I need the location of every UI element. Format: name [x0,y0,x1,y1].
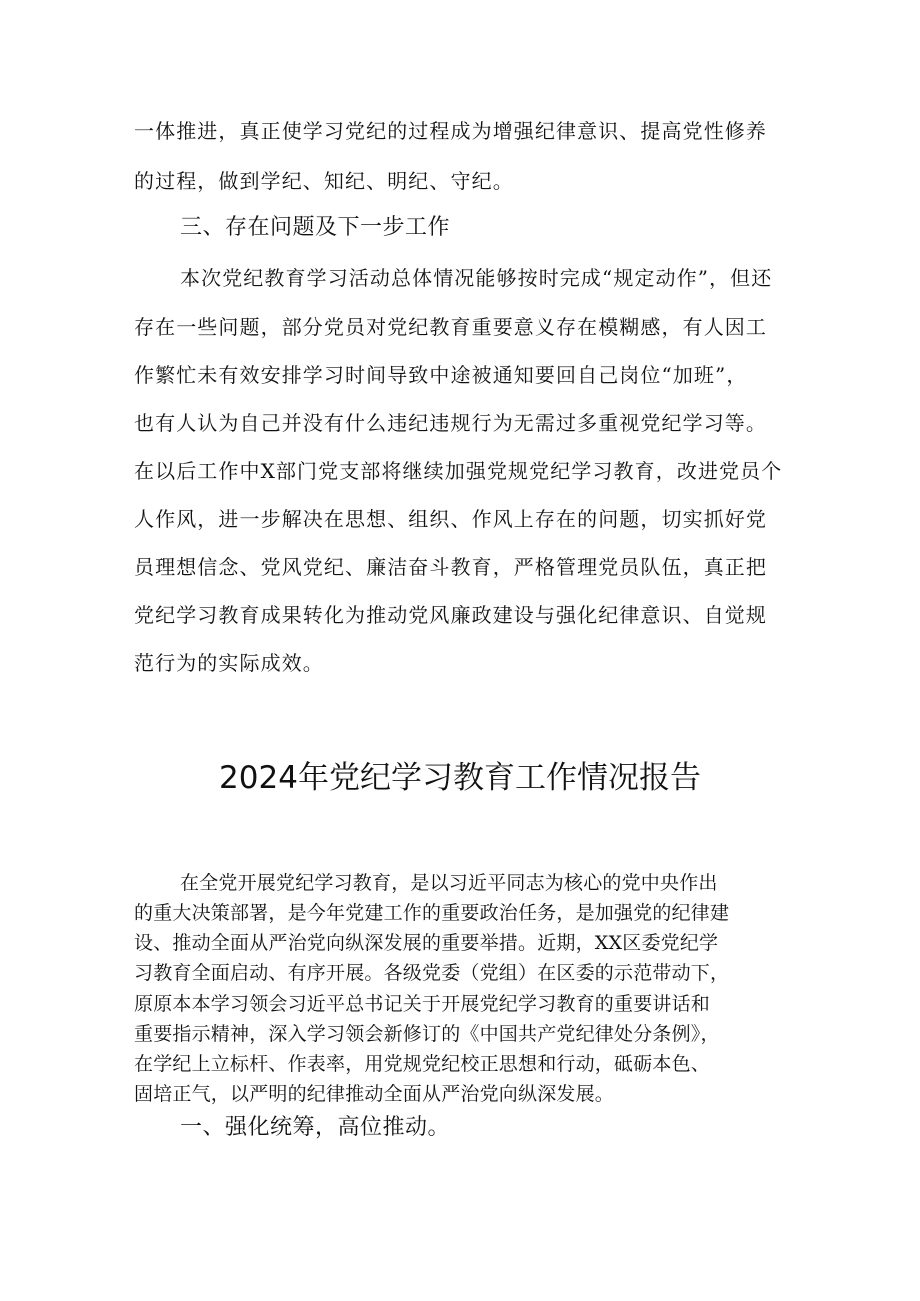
paragraph-line: 固培正气，以严明的纪律推动全面从严治党向纵深发展。 [134,1083,615,1105]
report-title: 2024年党纪学习教育工作情况报告 [219,760,701,796]
paragraph-line: 在学纪上立标杆、作表率，用党规党纪校正思想和行动，砥砺本色、 [134,1053,711,1075]
paragraph-line: 范行为的实际成效。 [134,651,324,675]
paragraph-line: 一体推进，真正使学习党纪的过程成为增强纪律意识、提高党性修养 [134,119,767,143]
paragraph-line: 存在一些问题，部分党员对党纪教育重要意义存在模糊感，有人因工 [134,315,767,339]
paragraph-line: 党纪学习教育成果转化为推动党风廉政建设与强化纪律意识、自觉规 [134,603,767,627]
paragraph-line: 人作风，进一步解决在思想、组织、作风上存在的问题，切实抓好党 [134,507,767,531]
section-heading: 三、存在问题及下一步工作 [180,215,451,240]
paragraph-line: 原原本本学习领会习近平总书记关于开展党纪学习教育的重要讲话和 [134,993,711,1015]
paragraph-line: 的重大决策部署，是今年党建工作的重要政治任务，是加强党的纪律建 [134,902,730,924]
paragraph-line: 设、推动全面从严治党向纵深发展的重要举措。近期，XX区委党纪学 [134,932,719,954]
paragraph-line: 本次党纪教育学习活动总体情况能够按时完成“规定动作”，但还 [180,266,773,290]
paragraph-line: 在以后工作中X部门党支部将继续加强党规党纪学习教育，改进党员个 [134,459,783,483]
section-heading: 一、强化统筹，高位推动。 [180,1115,451,1140]
paragraph-line: 作繁忙未有效安排学习时间导致中途被通知要回自己岗位“加班”， [134,363,748,387]
paragraph-line: 重要指示精神，深入学习领会新修订的《中国共产党纪律处分条例》， [134,1023,720,1045]
paragraph-line: 员理想信念、党风党纪、廉洁奋斗教育，严格管理党员队伍，真正把 [134,555,767,579]
paragraph-line: 在全党开展党纪学习教育，是以习近平同志为核心的党中央作出 [180,872,718,894]
paragraph-line: 也有人认为自己并没有什么违纪违规行为无需过多重视党纪学习等。 [134,411,767,435]
paragraph-line: 的过程，做到学纪、知纪、明纪、守纪。 [134,169,514,193]
paragraph-line: 习教育全面启动、有序开展。各级党委（党组）在区委的示范带动下， [134,962,730,984]
